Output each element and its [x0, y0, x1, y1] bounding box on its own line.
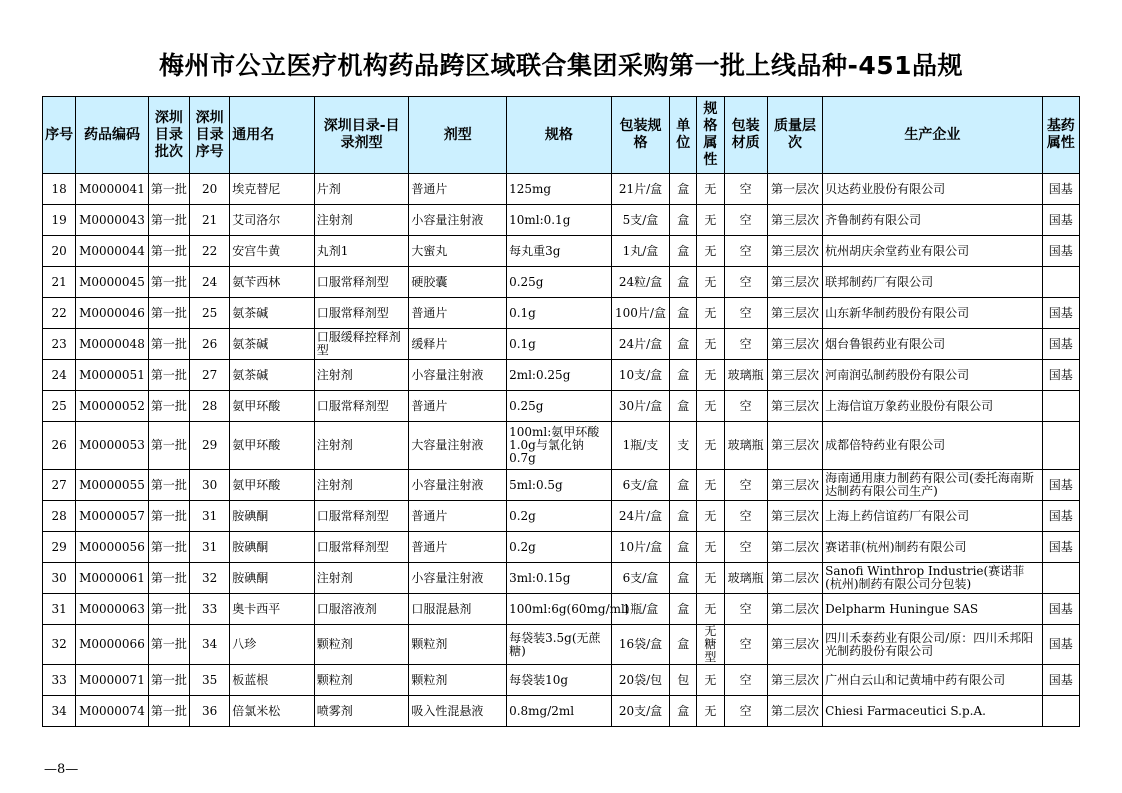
cell-maker: Chiesi Farmaceutici S.p.A. — [823, 696, 1042, 727]
cell-form: 普通片 — [409, 174, 507, 205]
cell-form: 小容量注射液 — [409, 563, 507, 594]
cell-name: 八珍 — [230, 625, 315, 665]
cell-spec: 每袋装10g — [507, 665, 612, 696]
cell-name: 氨甲环酸 — [230, 470, 315, 501]
cell-pack: 24片/盒 — [611, 329, 669, 360]
cell-attr: 无 — [697, 594, 724, 625]
cell-maker: 赛诺菲(杭州)制药有限公司 — [823, 532, 1042, 563]
cell-batch: 第一批 — [148, 298, 189, 329]
cell-seq: 27 — [189, 360, 229, 391]
cell-material: 空 — [724, 174, 767, 205]
cell-sz-form: 注射剂 — [314, 205, 409, 236]
cell-seq: 31 — [189, 532, 229, 563]
cell-seq: 30 — [189, 470, 229, 501]
cell-spec: 125mg — [507, 174, 612, 205]
header-basic: 基药属性 — [1042, 97, 1079, 174]
cell-maker: Delpharm Huningue SAS — [823, 594, 1042, 625]
cell-batch: 第一批 — [148, 391, 189, 422]
cell-code: M0000041 — [76, 174, 148, 205]
cell-material: 空 — [724, 625, 767, 665]
cell-no: 20 — [43, 236, 76, 267]
table-row — [43, 532, 1080, 563]
header-quality: 质量层次 — [767, 97, 822, 174]
cell-quality: 第三层次 — [767, 329, 822, 360]
cell-basic — [1042, 391, 1079, 422]
header-no: 序号 — [43, 97, 76, 174]
table-row — [43, 360, 1080, 391]
cell-attr: 无 — [697, 298, 724, 329]
cell-sz-form: 颗粒剂 — [314, 665, 409, 696]
cell-seq: 22 — [189, 236, 229, 267]
cell-name: 板蓝根 — [230, 665, 315, 696]
cell-batch: 第一批 — [148, 563, 189, 594]
cell-quality: 第三层次 — [767, 205, 822, 236]
table-body — [43, 174, 1080, 727]
table-row — [43, 665, 1080, 696]
cell-pack: 20袋/包 — [611, 665, 669, 696]
cell-spec: 0.2g — [507, 501, 612, 532]
cell-sz-form: 片剂 — [314, 174, 409, 205]
cell-spec: 10ml:0.1g — [507, 205, 612, 236]
cell-unit: 盒 — [670, 267, 697, 298]
cell-name: 奥卡西平 — [230, 594, 315, 625]
cell-basic: 国基 — [1042, 470, 1079, 501]
cell-quality: 第二层次 — [767, 532, 822, 563]
cell-form: 大蜜丸 — [409, 236, 507, 267]
cell-form: 小容量注射液 — [409, 360, 507, 391]
cell-maker: 联邦制药厂有限公司 — [823, 267, 1042, 298]
cell-unit: 盒 — [670, 236, 697, 267]
cell-name: 氨甲环酸 — [230, 422, 315, 470]
cell-code: M0000063 — [76, 594, 148, 625]
cell-batch: 第一批 — [148, 501, 189, 532]
cell-attr: 无 — [697, 329, 724, 360]
cell-sz-form: 口服常释剂型 — [314, 298, 409, 329]
cell-basic: 国基 — [1042, 329, 1079, 360]
cell-basic: 国基 — [1042, 174, 1079, 205]
cell-maker: 上海上药信谊药厂有限公司 — [823, 501, 1042, 532]
cell-sz-form: 口服缓释控释剂型 — [314, 329, 409, 360]
cell-pack: 30片/盒 — [611, 391, 669, 422]
cell-form: 普通片 — [409, 532, 507, 563]
cell-attr: 无 — [697, 391, 724, 422]
cell-spec: 100ml:6g(60mg/ml) — [507, 594, 612, 625]
cell-no: 34 — [43, 696, 76, 727]
cell-unit: 盒 — [670, 696, 697, 727]
cell-material: 空 — [724, 298, 767, 329]
cell-pack: 21片/盒 — [611, 174, 669, 205]
cell-pack: 1瓶/盒 — [611, 594, 669, 625]
cell-material: 空 — [724, 391, 767, 422]
table-row — [43, 563, 1080, 594]
header-pack: 包装规格 — [611, 97, 669, 174]
cell-sz-form: 注射剂 — [314, 422, 409, 470]
cell-sz-form: 注射剂 — [314, 563, 409, 594]
table-header-row — [43, 97, 1080, 174]
cell-quality: 第三层次 — [767, 665, 822, 696]
cell-no: 21 — [43, 267, 76, 298]
cell-attr: 无 — [697, 360, 724, 391]
cell-attr: 无 — [697, 205, 724, 236]
cell-seq: 36 — [189, 696, 229, 727]
cell-no: 28 — [43, 501, 76, 532]
cell-pack: 10片/盒 — [611, 532, 669, 563]
cell-batch: 第一批 — [148, 625, 189, 665]
cell-no: 29 — [43, 532, 76, 563]
header-maker: 生产企业 — [823, 97, 1042, 174]
cell-material: 空 — [724, 594, 767, 625]
cell-unit: 盒 — [670, 329, 697, 360]
cell-spec: 0.25g — [507, 391, 612, 422]
cell-seq: 29 — [189, 422, 229, 470]
cell-unit: 盒 — [670, 625, 697, 665]
header-material: 包装材质 — [724, 97, 767, 174]
table-row — [43, 422, 1080, 470]
cell-attr: 无 — [697, 422, 724, 470]
cell-sz-form: 口服常释剂型 — [314, 267, 409, 298]
cell-name: 胺碘酮 — [230, 501, 315, 532]
cell-sz-form: 颗粒剂 — [314, 625, 409, 665]
cell-name: 埃克替尼 — [230, 174, 315, 205]
cell-seq: 21 — [189, 205, 229, 236]
table-row — [43, 236, 1080, 267]
cell-name: 氨茶碱 — [230, 329, 315, 360]
cell-batch: 第一批 — [148, 532, 189, 563]
cell-batch: 第一批 — [148, 267, 189, 298]
cell-quality: 第一层次 — [767, 174, 822, 205]
cell-spec: 0.2g — [507, 532, 612, 563]
cell-spec: 0.1g — [507, 298, 612, 329]
table-row — [43, 298, 1080, 329]
cell-unit: 盒 — [670, 470, 697, 501]
table-row — [43, 267, 1080, 298]
cell-basic: 国基 — [1042, 532, 1079, 563]
cell-material: 玻璃瓶 — [724, 422, 767, 470]
cell-pack: 6支/盒 — [611, 470, 669, 501]
cell-unit: 盒 — [670, 298, 697, 329]
cell-quality: 第三层次 — [767, 625, 822, 665]
cell-material: 玻璃瓶 — [724, 563, 767, 594]
cell-no: 25 — [43, 391, 76, 422]
cell-seq: 24 — [189, 267, 229, 298]
cell-maker: 成都倍特药业有限公司 — [823, 422, 1042, 470]
header-code: 药品编码 — [76, 97, 148, 174]
cell-code: M0000056 — [76, 532, 148, 563]
cell-attr: 无 — [697, 665, 724, 696]
cell-maker: 贝达药业股份有限公司 — [823, 174, 1042, 205]
cell-material: 空 — [724, 532, 767, 563]
cell-spec: 0.25g — [507, 267, 612, 298]
cell-sz-form: 口服常释剂型 — [314, 532, 409, 563]
cell-batch: 第一批 — [148, 174, 189, 205]
cell-seq: 32 — [189, 563, 229, 594]
cell-spec: 每袋装3.5g(无蔗糖) — [507, 625, 612, 665]
cell-name: 艾司洛尔 — [230, 205, 315, 236]
cell-quality: 第三层次 — [767, 267, 822, 298]
cell-unit: 盒 — [670, 532, 697, 563]
header-batch: 深圳目录批次 — [148, 97, 189, 174]
cell-name: 胺碘酮 — [230, 532, 315, 563]
cell-maker: 山东新华制药股份有限公司 — [823, 298, 1042, 329]
cell-unit: 支 — [670, 422, 697, 470]
cell-pack: 1瓶/支 — [611, 422, 669, 470]
cell-code: M0000053 — [76, 422, 148, 470]
cell-code: M0000048 — [76, 329, 148, 360]
cell-basic: 国基 — [1042, 625, 1079, 665]
cell-material: 空 — [724, 205, 767, 236]
cell-attr: 无 — [697, 696, 724, 727]
page-number: —8— — [44, 762, 79, 777]
table-row — [43, 696, 1080, 727]
cell-maker: 海南通用康力制药有限公司(委托海南斯达制药有限公司生产) — [823, 470, 1042, 501]
cell-maker: 杭州胡庆余堂药业有限公司 — [823, 236, 1042, 267]
cell-name: 氨茶碱 — [230, 360, 315, 391]
cell-basic — [1042, 696, 1079, 727]
cell-unit: 盒 — [670, 391, 697, 422]
cell-material: 空 — [724, 696, 767, 727]
cell-seq: 28 — [189, 391, 229, 422]
cell-code: M0000074 — [76, 696, 148, 727]
cell-seq: 20 — [189, 174, 229, 205]
cell-attr: 无 — [697, 532, 724, 563]
cell-sz-form: 注射剂 — [314, 470, 409, 501]
header-seq: 深圳目录序号 — [189, 97, 229, 174]
cell-seq: 26 — [189, 329, 229, 360]
cell-form: 硬胶囊 — [409, 267, 507, 298]
cell-name: 氨苄西林 — [230, 267, 315, 298]
cell-spec: 2ml:0.25g — [507, 360, 612, 391]
table-row — [43, 625, 1080, 665]
cell-quality: 第二层次 — [767, 696, 822, 727]
cell-attr: 无 — [697, 563, 724, 594]
cell-maker: Sanofi Winthrop Industrie(赛诺菲(杭州)制药有限公司分包装) — [823, 563, 1042, 594]
cell-spec: 0.1g — [507, 329, 612, 360]
cell-sz-form: 注射剂 — [314, 360, 409, 391]
cell-form: 普通片 — [409, 298, 507, 329]
cell-spec: 100ml:氨甲环酸1.0g与氯化钠0.7g — [507, 422, 612, 470]
cell-no: 33 — [43, 665, 76, 696]
cell-form: 小容量注射液 — [409, 470, 507, 501]
cell-material: 空 — [724, 665, 767, 696]
cell-seq: 25 — [189, 298, 229, 329]
cell-code: M0000057 — [76, 501, 148, 532]
cell-pack: 100片/盒 — [611, 298, 669, 329]
cell-batch: 第一批 — [148, 470, 189, 501]
cell-name: 安宫牛黄 — [230, 236, 315, 267]
cell-form: 颗粒剂 — [409, 665, 507, 696]
cell-material: 空 — [724, 329, 767, 360]
cell-seq: 33 — [189, 594, 229, 625]
cell-code: M0000071 — [76, 665, 148, 696]
cell-name: 胺碘酮 — [230, 563, 315, 594]
cell-pack: 24粒/盒 — [611, 267, 669, 298]
cell-basic: 国基 — [1042, 298, 1079, 329]
cell-pack: 6支/盒 — [611, 563, 669, 594]
cell-maker: 四川禾泰药业有限公司/原：四川禾邦阳光制药股份有限公司 — [823, 625, 1042, 665]
cell-sz-form: 口服溶液剂 — [314, 594, 409, 625]
cell-attr: 无 — [697, 501, 724, 532]
cell-material: 空 — [724, 470, 767, 501]
cell-quality: 第三层次 — [767, 470, 822, 501]
cell-pack: 5支/盒 — [611, 205, 669, 236]
table-row — [43, 205, 1080, 236]
cell-name: 氨茶碱 — [230, 298, 315, 329]
cell-no: 22 — [43, 298, 76, 329]
cell-form: 普通片 — [409, 501, 507, 532]
cell-attr: 无糖型 — [697, 625, 724, 665]
cell-material: 玻璃瓶 — [724, 360, 767, 391]
cell-unit: 盒 — [670, 594, 697, 625]
cell-unit: 盒 — [670, 501, 697, 532]
cell-maker: 齐鲁制药有限公司 — [823, 205, 1042, 236]
cell-sz-form: 口服常释剂型 — [314, 391, 409, 422]
cell-pack: 16袋/盒 — [611, 625, 669, 665]
cell-unit: 盒 — [670, 174, 697, 205]
cell-basic: 国基 — [1042, 360, 1079, 391]
cell-code: M0000055 — [76, 470, 148, 501]
cell-quality: 第二层次 — [767, 594, 822, 625]
cell-maker: 烟台鲁银药业有限公司 — [823, 329, 1042, 360]
cell-basic — [1042, 422, 1079, 470]
cell-code: M0000066 — [76, 625, 148, 665]
cell-spec: 5ml:0.5g — [507, 470, 612, 501]
cell-material: 空 — [724, 236, 767, 267]
cell-attr: 无 — [697, 236, 724, 267]
header-name: 通用名 — [230, 97, 315, 174]
cell-maker: 广州白云山和记黄埔中药有限公司 — [823, 665, 1042, 696]
cell-code: M0000045 — [76, 267, 148, 298]
cell-code: M0000051 — [76, 360, 148, 391]
header-sz-form: 深圳目录-目录剂型 — [314, 97, 409, 174]
table-row — [43, 391, 1080, 422]
table-row — [43, 174, 1080, 205]
cell-batch: 第一批 — [148, 360, 189, 391]
cell-batch: 第一批 — [148, 665, 189, 696]
cell-basic: 国基 — [1042, 236, 1079, 267]
cell-no: 30 — [43, 563, 76, 594]
cell-quality: 第三层次 — [767, 298, 822, 329]
cell-quality: 第三层次 — [767, 501, 822, 532]
cell-unit: 盒 — [670, 360, 697, 391]
cell-basic: 国基 — [1042, 205, 1079, 236]
cell-pack: 1丸/盒 — [611, 236, 669, 267]
cell-material: 空 — [724, 267, 767, 298]
cell-attr: 无 — [697, 470, 724, 501]
cell-maker: 河南润弘制药股份有限公司 — [823, 360, 1042, 391]
cell-spec: 每丸重3g — [507, 236, 612, 267]
cell-name: 倍氯米松 — [230, 696, 315, 727]
cell-seq: 35 — [189, 665, 229, 696]
table-row — [43, 470, 1080, 501]
cell-no: 27 — [43, 470, 76, 501]
cell-pack: 10支/盒 — [611, 360, 669, 391]
cell-unit: 盒 — [670, 205, 697, 236]
cell-no: 26 — [43, 422, 76, 470]
cell-no: 18 — [43, 174, 76, 205]
cell-form: 大容量注射液 — [409, 422, 507, 470]
cell-name: 氨甲环酸 — [230, 391, 315, 422]
cell-no: 32 — [43, 625, 76, 665]
cell-batch: 第一批 — [148, 422, 189, 470]
cell-form: 颗粒剂 — [409, 625, 507, 665]
cell-basic: 国基 — [1042, 665, 1079, 696]
cell-quality: 第三层次 — [767, 236, 822, 267]
cell-attr: 无 — [697, 174, 724, 205]
cell-basic: 国基 — [1042, 501, 1079, 532]
cell-basic — [1042, 267, 1079, 298]
cell-unit: 盒 — [670, 563, 697, 594]
cell-form: 口服混悬剂 — [409, 594, 507, 625]
cell-pack: 20支/盒 — [611, 696, 669, 727]
cell-quality: 第三层次 — [767, 391, 822, 422]
cell-batch: 第一批 — [148, 236, 189, 267]
cell-attr: 无 — [697, 267, 724, 298]
table-row — [43, 501, 1080, 532]
cell-form: 缓释片 — [409, 329, 507, 360]
cell-batch: 第一批 — [148, 329, 189, 360]
table-row — [43, 329, 1080, 360]
header-spec: 规格 — [507, 97, 612, 174]
cell-sz-form: 喷雾剂 — [314, 696, 409, 727]
cell-batch: 第一批 — [148, 696, 189, 727]
cell-quality: 第三层次 — [767, 360, 822, 391]
drug-table — [42, 96, 1080, 727]
cell-code: M0000052 — [76, 391, 148, 422]
cell-no: 19 — [43, 205, 76, 236]
cell-form: 吸入性混悬液 — [409, 696, 507, 727]
cell-no: 23 — [43, 329, 76, 360]
cell-form: 小容量注射液 — [409, 205, 507, 236]
cell-batch: 第一批 — [148, 205, 189, 236]
cell-quality: 第三层次 — [767, 422, 822, 470]
cell-quality: 第二层次 — [767, 563, 822, 594]
cell-seq: 34 — [189, 625, 229, 665]
cell-basic: 国基 — [1042, 594, 1079, 625]
cell-batch: 第一批 — [148, 594, 189, 625]
header-unit: 单位 — [670, 97, 697, 174]
page-title: 梅州市公立医疗机构药品跨区域联合集团采购第一批上线品种-451品规 — [158, 51, 964, 80]
cell-basic — [1042, 563, 1079, 594]
cell-sz-form: 口服常释剂型 — [314, 501, 409, 532]
table-row — [43, 594, 1080, 625]
cell-sz-form: 丸剂1 — [314, 236, 409, 267]
cell-code: M0000046 — [76, 298, 148, 329]
cell-no: 31 — [43, 594, 76, 625]
header-attr: 规格属性 — [697, 97, 724, 174]
cell-form: 普通片 — [409, 391, 507, 422]
cell-code: M0000043 — [76, 205, 148, 236]
cell-material: 空 — [724, 501, 767, 532]
cell-spec: 3ml:0.15g — [507, 563, 612, 594]
cell-spec: 0.8mg/2ml — [507, 696, 612, 727]
header-form: 剂型 — [409, 97, 507, 174]
cell-code: M0000044 — [76, 236, 148, 267]
cell-unit: 包 — [670, 665, 697, 696]
cell-code: M0000061 — [76, 563, 148, 594]
cell-maker: 上海信谊万象药业股份有限公司 — [823, 391, 1042, 422]
cell-seq: 31 — [189, 501, 229, 532]
cell-pack: 24片/盒 — [611, 501, 669, 532]
cell-no: 24 — [43, 360, 76, 391]
